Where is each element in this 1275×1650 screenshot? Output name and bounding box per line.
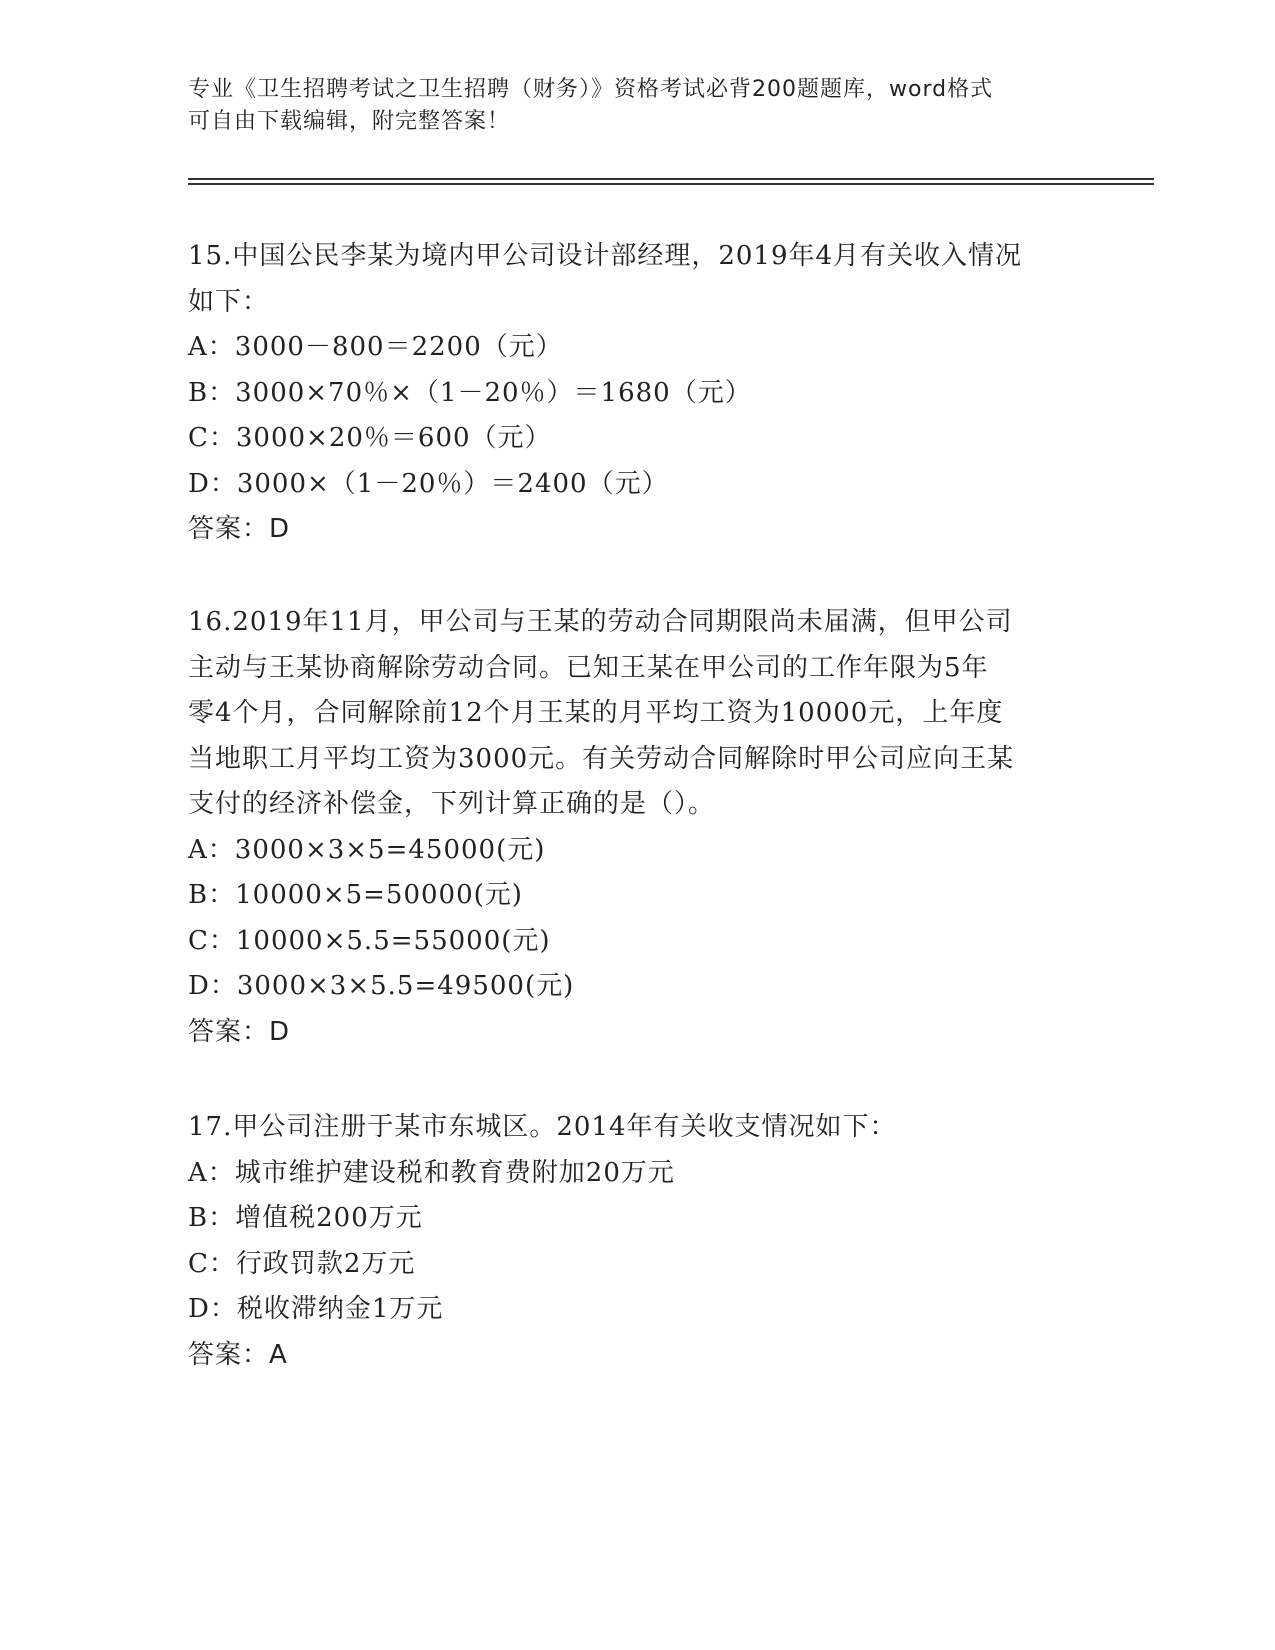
question-stem-line: 15.中国公民李某为境内甲公司设计部经理，2019年4月有关收入情况 [188, 241, 1023, 271]
option-a: A：3000－800＝2200（元） [188, 332, 563, 362]
header-divider-top [188, 178, 1154, 180]
header-title-line-1: 专业《卫生招聘考试之卫生招聘（财务）》资格考试必背200题题库，word格式 [188, 77, 994, 102]
question-stem-line: 16.2019年11月，甲公司与王某的劳动合同期限尚未届满，但甲公司 [188, 607, 1013, 637]
question-stem-line: 17.甲公司注册于某市东城区。2014年有关收支情况如下： [188, 1112, 897, 1142]
option-d: D：税收滞纳金1万元 [188, 1294, 444, 1324]
option-c: C：3000×20％＝600（元） [188, 423, 552, 453]
answer-line: 答案：A [188, 1339, 288, 1370]
answer-line: 答案：D [188, 1016, 291, 1047]
question-stem-line: 零4个月，合同解除前12个月王某的月平均工资为10000元，上年度 [188, 698, 1004, 728]
option-a: A：3000×3×5=45000(元) [188, 834, 546, 865]
question-15 [188, 234, 1088, 553]
header-title-line-2: 可自由下载编辑，附完整答案！ [188, 109, 511, 134]
question-stem-line: 如下： [188, 286, 270, 317]
option-b: B：3000×70％×（1－20％）＝1680（元） [188, 377, 752, 408]
question-stem [188, 234, 1088, 325]
option-c: C：行政罚款2万元 [188, 1248, 416, 1279]
question-stem [188, 600, 1088, 828]
question-stem-line: 当地职工月平均工资为3000元。有关劳动合同解除时甲公司应向王某 [188, 743, 1015, 774]
question-16 [188, 600, 1088, 1055]
question-stem [188, 1105, 1088, 1151]
question-17 [188, 1105, 1088, 1378]
question-stem-line: 支付的经济补偿金，下列计算正确的是（）。 [188, 789, 716, 819]
option-d: D：3000×（1－20％）＝2400（元） [188, 468, 669, 499]
answer-line: 答案：D [188, 514, 291, 544]
option-d: D：3000×3×5.5=49500(元) [188, 971, 575, 1001]
option-c: C：10000×5.5=55000(元) [188, 925, 551, 956]
question-stem-line: 主动与王某协商解除劳动合同。已知王某在甲公司的工作年限为5年 [188, 652, 989, 683]
header-divider-bottom [188, 183, 1154, 185]
option-b: B：增值税200万元 [188, 1203, 423, 1233]
option-b: B：10000×5=50000(元) [188, 880, 523, 910]
option-a: A：城市维护建设税和教育费附加20万元 [188, 1157, 675, 1188]
document-header [188, 74, 1088, 138]
